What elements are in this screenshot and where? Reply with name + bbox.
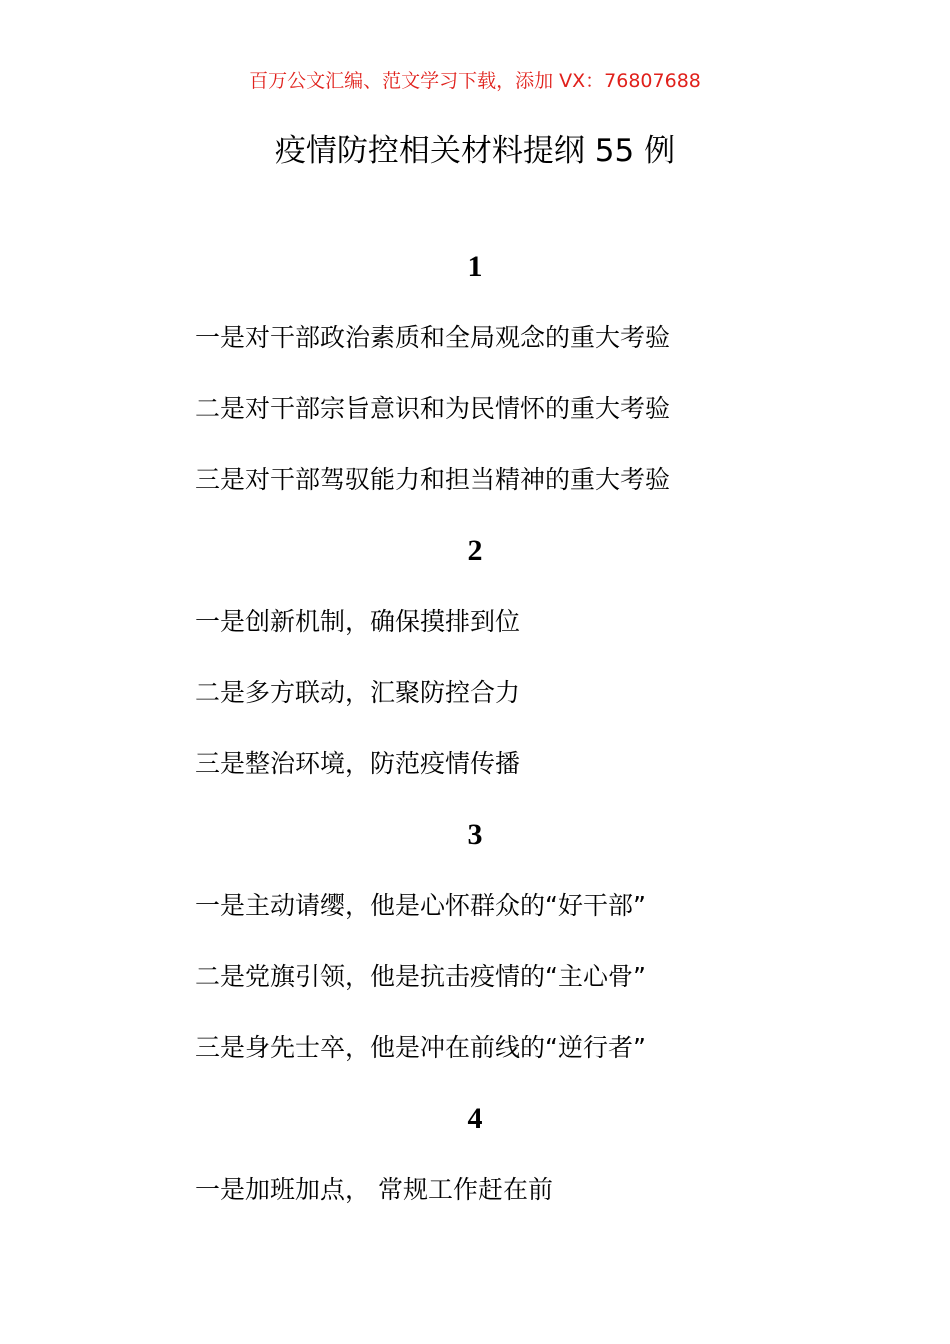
outline-item: 三是整治环境，防范疫情传播 [195,749,521,778]
outline-item: 三是身先士卒，他是冲在前线的“逆行者” [195,1033,646,1062]
section-number: 3 [467,818,483,851]
outline-item: 二是对干部宗旨意识和为民情怀的重大考验 [195,394,671,423]
outline-item: 二是多方联动，汇聚防控合力 [195,678,521,707]
outline-item: 一是对干部政治素质和全局观念的重大考验 [195,323,671,352]
section-number: 4 [467,1102,483,1135]
outline-item: 二是党旗引领，他是抗击疫情的“主心骨” [195,962,646,991]
outline-item: 一是主动请缨，他是心怀群众的“好干部” [195,891,646,920]
outline-item: 一是加班加点， 常规工作赶在前 [195,1175,553,1204]
header-note: 百万公文汇编、范文学习下载，添加 VX：76807688 [249,70,701,92]
document-title: 疫情防控相关材料提纲 55 例 [274,133,676,169]
section-number: 2 [467,534,483,567]
section-number: 1 [467,250,483,283]
outline-item: 一是创新机制，确保摸排到位 [195,607,521,636]
outline-item: 三是对干部驾驭能力和担当精神的重大考验 [195,465,671,494]
